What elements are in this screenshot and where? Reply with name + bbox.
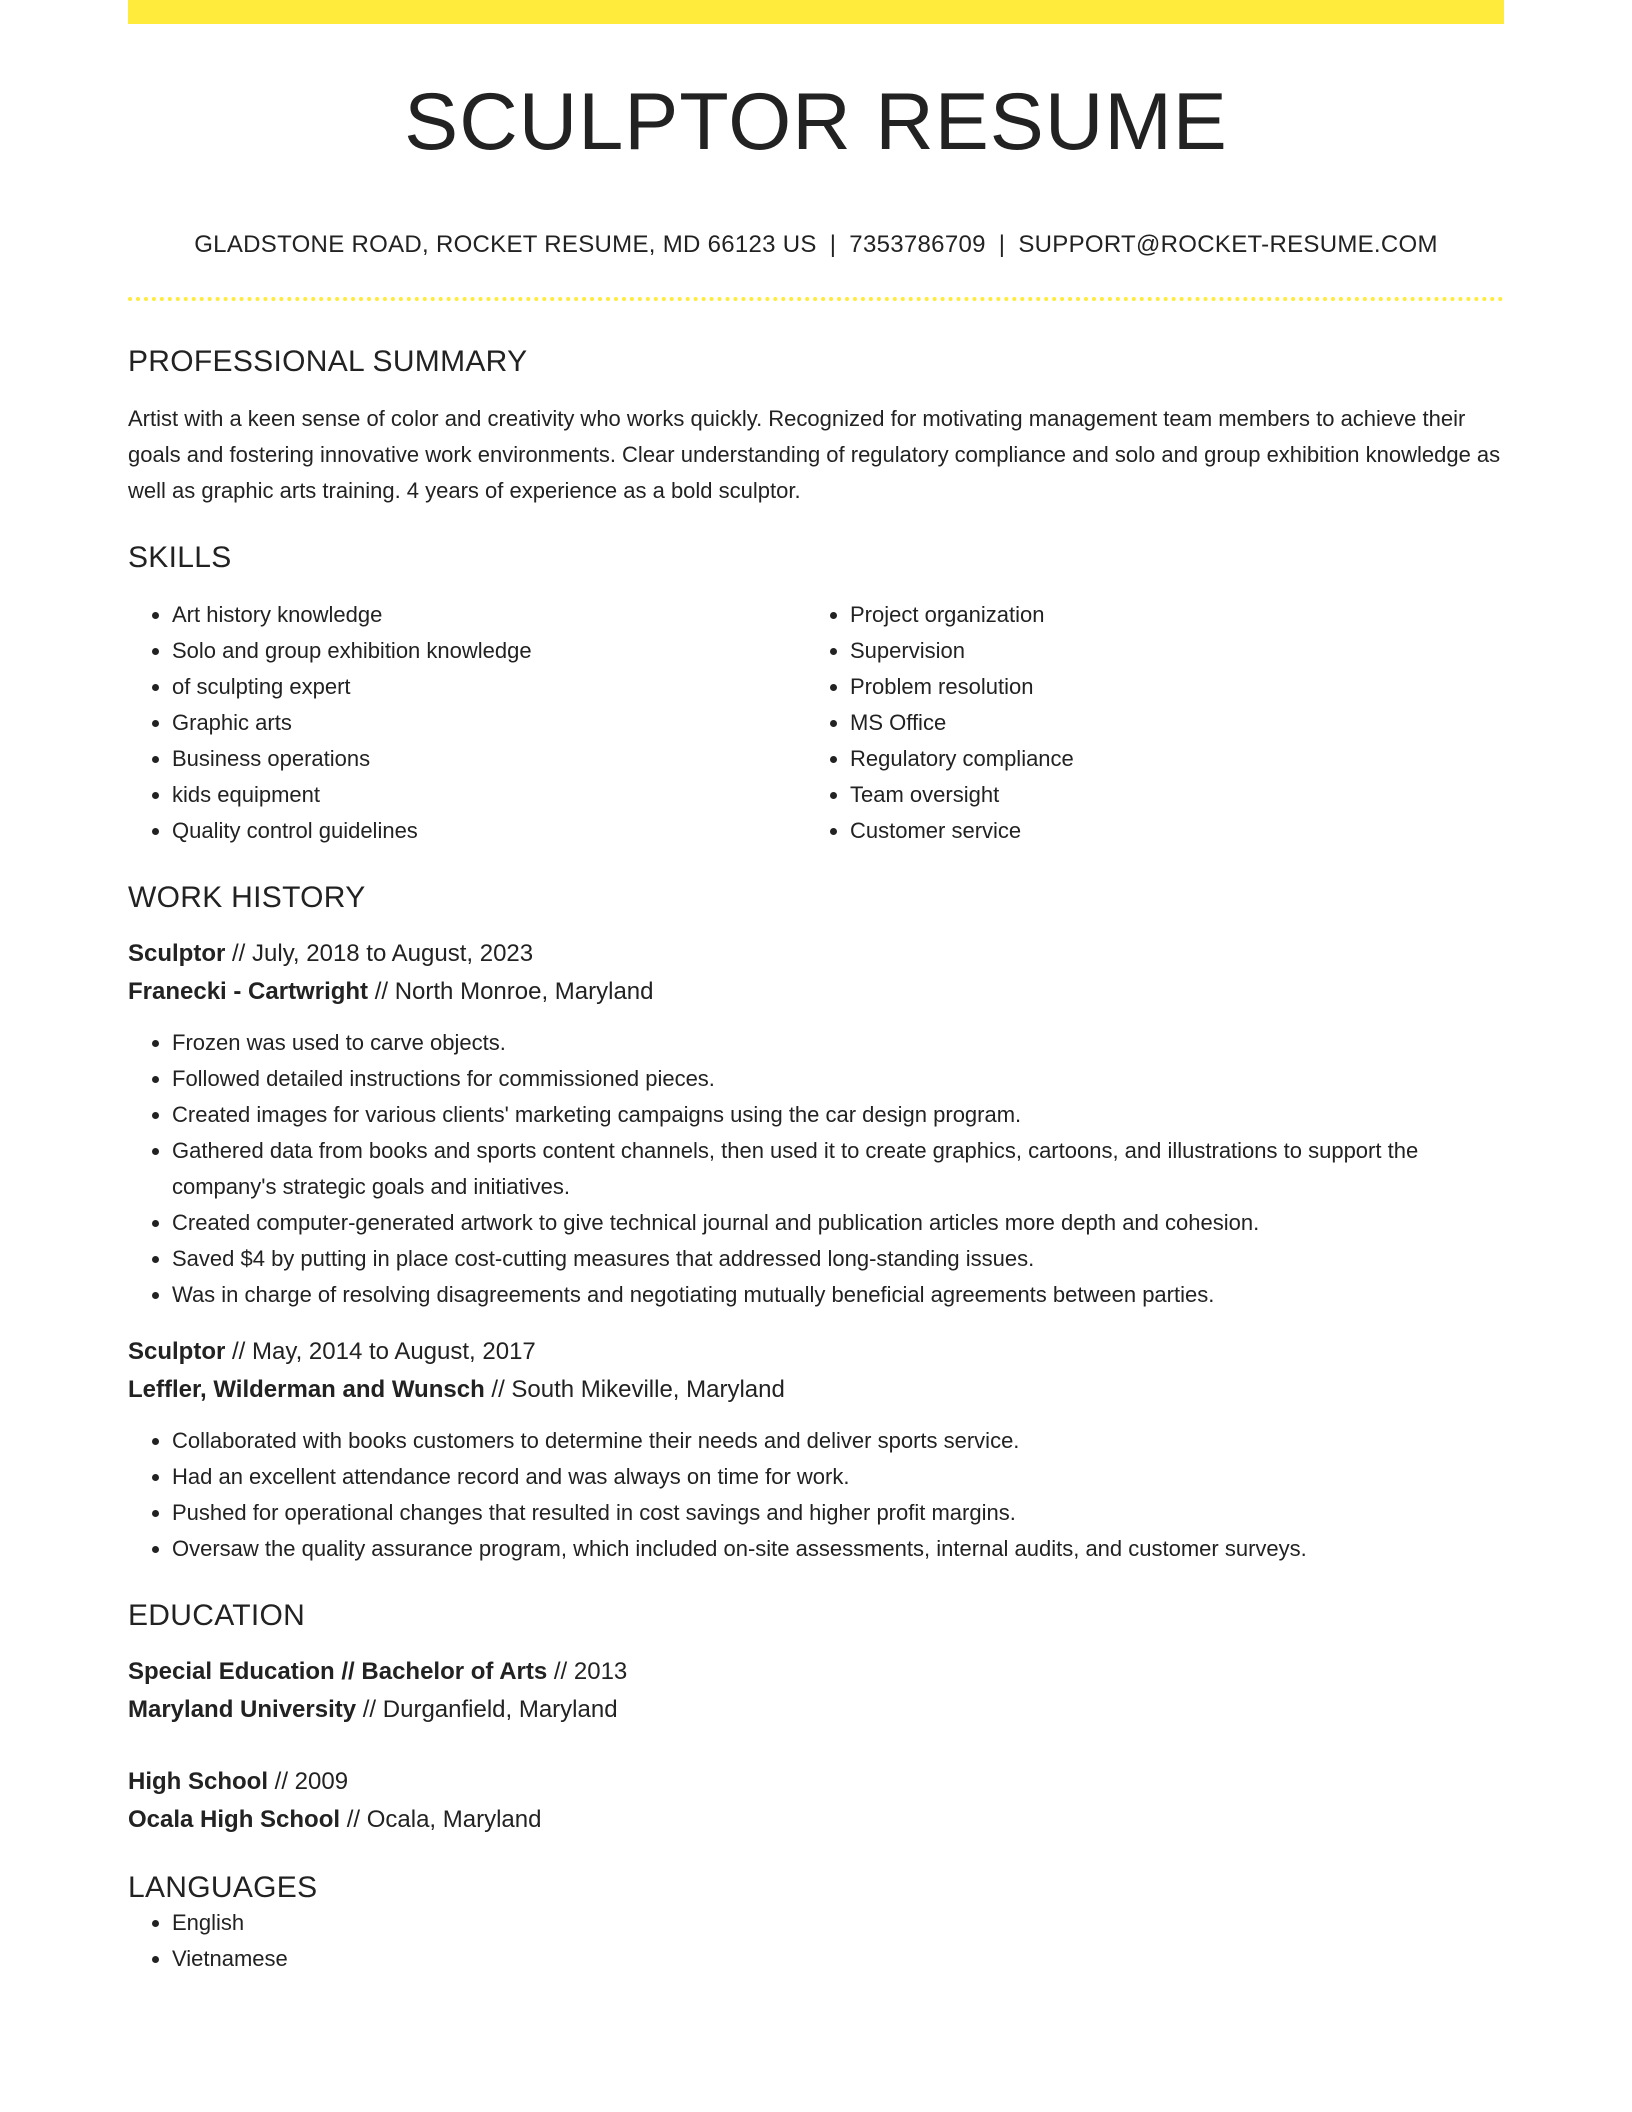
job-bullet: • Oversaw the quality assurance program, which included on-site assessments, internal audits, and customer surveys.: [172, 1531, 1504, 1567]
job-bullet: • Was in charge of resolving disagreements and negotiating mutually beneficial agreements between parties.: [172, 1277, 1504, 1313]
job-bullets: [128, 1025, 1504, 1313]
job-company: Franecki - Cartwright: [128, 978, 369, 1005]
contact-address: GLADSTONE ROAD, ROCKET RESUME, MD 66123 US: [194, 231, 817, 258]
job-entry: [128, 1333, 1504, 1567]
education-school: Ocala High School: [128, 1806, 341, 1833]
skill-item: • Quality control guidelines: [172, 813, 806, 849]
education-entry: [128, 1653, 1504, 1729]
job-dates: // May, 2014 to August, 2017: [225, 1338, 536, 1365]
job-bullet: • Created computer-generated artwork to give technical journal and publication articles more depth and cohesion.: [172, 1205, 1504, 1241]
language-item: • Vietnamese: [172, 1941, 1504, 1977]
education-degree-line: [128, 1763, 1504, 1801]
skill-item: • MS Office: [850, 705, 1484, 741]
skill-item: • Solo and group exhibition knowledge: [172, 633, 806, 669]
contact-phone: 7353786709: [849, 231, 986, 258]
skills-heading: SKILLS: [128, 541, 232, 574]
education-degree: Special Education // Bachelor of Arts: [128, 1658, 548, 1685]
education-year: // 2013: [547, 1658, 628, 1685]
skill-item: • Art history knowledge: [172, 597, 806, 633]
job-bullet: • Frozen was used to carve objects.: [172, 1025, 1504, 1061]
education-year: // 2009: [268, 1768, 349, 1795]
page-title: SCULPTOR RESUME: [404, 77, 1228, 167]
job-entry: [128, 935, 1504, 1313]
skills-column-left: [128, 597, 806, 849]
education-school: Maryland University: [128, 1696, 357, 1723]
contact-separator: |: [998, 231, 1006, 258]
work-history-heading: WORK HISTORY: [128, 881, 366, 914]
job-title: Sculptor: [128, 1338, 226, 1365]
job-title-line: [128, 1333, 1504, 1371]
job-bullet: • Gathered data from books and sports content channels, then used it to create graphics, cartoons, and illustrations to support the company's strategic goals and initiatives.: [172, 1133, 1504, 1205]
education-degree: High School: [128, 1768, 268, 1795]
job-bullets: [128, 1423, 1504, 1567]
skill-item: • Graphic arts: [172, 705, 806, 741]
skills-grid: [128, 597, 1504, 849]
dotted-divider: [128, 297, 1504, 301]
education-degree-line: [128, 1653, 1504, 1691]
education-school-line: [128, 1691, 1504, 1729]
contact-line: [128, 231, 1504, 259]
education-heading: EDUCATION: [128, 1599, 306, 1632]
contact-separator: |: [829, 231, 837, 258]
skill-item: • Business operations: [172, 741, 806, 777]
skills-list-right: [806, 597, 1484, 849]
job-bullet: • Saved $4 by putting in place cost-cutting measures that addressed long-standing issues.: [172, 1241, 1504, 1277]
job-bullet: • Pushed for operational changes that resulted in cost savings and higher profit margins.: [172, 1495, 1504, 1531]
skills-column-right: [806, 597, 1484, 849]
language-item: • English: [172, 1905, 1504, 1941]
education-school-line: [128, 1801, 1504, 1839]
job-dates: // July, 2018 to August, 2023: [225, 940, 534, 967]
summary-heading: PROFESSIONAL SUMMARY: [128, 345, 528, 378]
contact-email: SUPPORT@ROCKET-RESUME.COM: [1018, 231, 1438, 258]
job-bullet: • Created images for various clients' marketing campaigns using the car design program.: [172, 1097, 1504, 1133]
summary-text: Artist with a keen sense of color and creativity who works quickly. Recognized for motivating management team members to achieve their goals and fostering innovative work environments. Clear understanding of regulatory compliance and solo and group exhibition knowledge as well as graphic arts training. 4 years of experience as a bold sculptor.: [128, 406, 1501, 503]
resume-page: [128, 0, 1504, 1977]
skill-item: • Supervision: [850, 633, 1484, 669]
education-location: // Ocala, Maryland: [340, 1806, 542, 1833]
job-location: // North Monroe, Maryland: [368, 978, 654, 1005]
skill-item: • kids equipment: [172, 777, 806, 813]
languages-list: [128, 1905, 1504, 1977]
skill-item: • Customer service: [850, 813, 1484, 849]
skill-item: • Project organization: [850, 597, 1484, 633]
accent-top-bar: [128, 0, 1504, 24]
job-company: Leffler, Wilderman and Wunsch: [128, 1376, 485, 1403]
languages-heading: LANGUAGES: [128, 1871, 318, 1904]
skill-item: • Team oversight: [850, 777, 1484, 813]
education-entry: [128, 1763, 1504, 1839]
job-company-line: [128, 1371, 1504, 1409]
skills-list-left: [128, 597, 806, 849]
skill-item: • Problem resolution: [850, 669, 1484, 705]
skill-item: • of sculpting expert: [172, 669, 806, 705]
education-location: // Durganfield, Maryland: [356, 1696, 618, 1723]
job-company-line: [128, 973, 1504, 1011]
job-title-line: [128, 935, 1504, 973]
job-bullet: • Collaborated with books customers to determine their needs and deliver sports service.: [172, 1423, 1504, 1459]
job-location: // South Mikeville, Maryland: [484, 1376, 785, 1403]
job-bullet: • Had an excellent attendance record and was always on time for work.: [172, 1459, 1504, 1495]
job-bullet: • Followed detailed instructions for commissioned pieces.: [172, 1061, 1504, 1097]
job-title: Sculptor: [128, 940, 226, 967]
skill-item: • Regulatory compliance: [850, 741, 1484, 777]
